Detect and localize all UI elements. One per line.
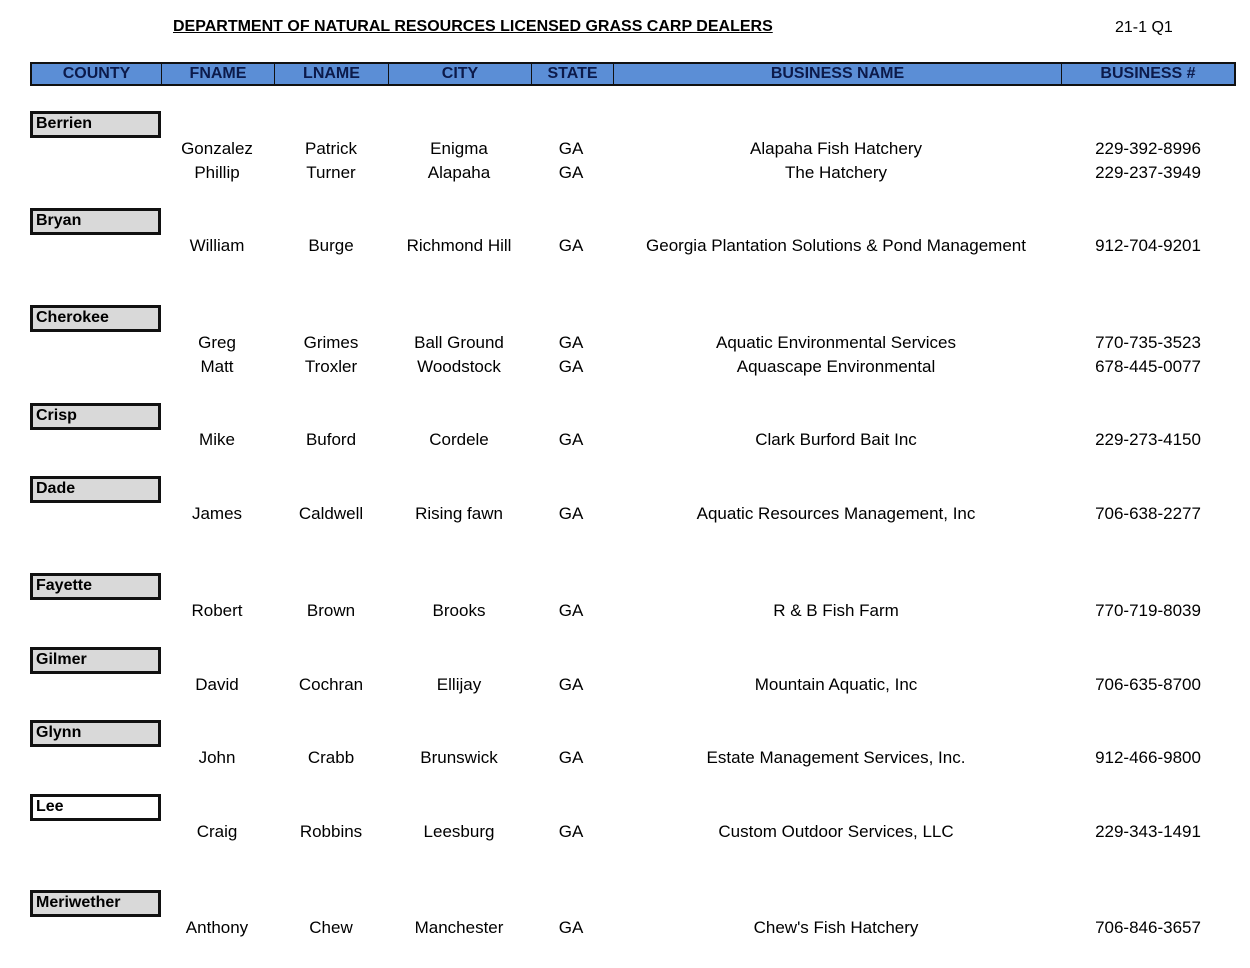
business-number-cell: 678-445-0077 [1095,357,1201,376]
city-cell: Brooks [432,601,486,620]
state-cell: GA [558,357,584,376]
table-row [0,235,1250,257]
table-row [0,821,1250,843]
business-name-cell: The Hatchery [784,163,888,182]
state-cell: GA [558,163,584,182]
state-cell: GA [558,504,584,523]
state-cell: GA [558,430,584,449]
fname-cell: William [189,236,245,255]
lname-cell: Crabb [307,748,355,767]
lname-cell: Caldwell [298,504,364,523]
fname-cell: Gonzalez [181,139,253,158]
business-number-cell: 770-719-8039 [1095,601,1201,620]
city-cell: Richmond Hill [406,236,512,255]
fname-cell: Greg [198,333,236,352]
county-label: Glynn [30,720,161,747]
table-row [0,138,1250,160]
lname-cell: Burge [308,236,354,255]
city-cell: Leesburg [423,822,495,841]
state-cell: GA [558,822,584,841]
table-row [0,162,1250,184]
lname-cell: Buford [305,430,357,449]
lname-cell: Patrick [305,139,357,158]
table-row [0,429,1250,451]
fname-cell: Robert [191,601,243,620]
fname-cell: James [191,504,243,523]
state-cell: GA [558,333,584,352]
county-label: Bryan [30,208,161,235]
city-cell: Ellijay [436,675,482,694]
county-label: Crisp [30,403,161,430]
fname-cell: Craig [196,822,238,841]
city-cell: Cordele [429,430,489,449]
state-cell: GA [558,139,584,158]
county-label: Dade [30,476,161,503]
state-cell: GA [558,601,584,620]
business-name-cell: Alapaha Fish Hatchery [750,139,922,158]
city-cell: Woodstock [417,357,501,376]
header-business-number: BUSINESS # [1100,65,1196,82]
city-cell: Brunswick [420,748,498,767]
header-county: COUNTY [32,64,162,84]
table-header [30,62,1236,86]
business-name-cell: Mountain Aquatic, Inc [754,675,918,694]
business-number-cell: 706-635-8700 [1095,675,1201,694]
table-row [0,503,1250,525]
business-name-cell: Estate Management Services, Inc. [706,748,966,767]
business-number-cell: 770-735-3523 [1095,333,1201,352]
business-number-cell: 229-237-3949 [1095,163,1201,182]
county-label: Cherokee [30,305,161,332]
business-name-cell: Georgia Plantation Solutions & Pond Management [646,236,1026,255]
lname-cell: Robbins [299,822,363,841]
business-number-cell: 912-704-9201 [1095,236,1201,255]
table-row [0,674,1250,696]
business-name-cell: Custom Outdoor Services, LLC [718,822,954,841]
city-cell: Enigma [430,139,488,158]
page-title: DEPARTMENT OF NATURAL RESOURCES LICENSED GRASS CARP DEALERS [173,18,773,35]
state-cell: GA [558,918,584,937]
header-state: STATE [532,64,614,84]
state-cell: GA [558,675,584,694]
city-cell: Alapaha [427,163,491,182]
lname-cell: Turner [306,163,356,182]
fname-cell: Anthony [185,918,249,937]
county-label: Gilmer [30,647,161,674]
county-label: Meriwether [30,890,161,917]
lname-cell: Troxler [304,357,358,376]
table-row [0,356,1250,378]
fname-cell: Phillip [194,163,240,182]
business-name-cell: Aquatic Environmental Services [715,333,957,352]
table-row [0,917,1250,939]
header-city: CITY [389,64,532,84]
city-cell: Rising fawn [415,504,503,523]
header-lname: LNAME [275,64,389,84]
business-number-cell: 229-392-8996 [1095,139,1201,158]
table-row [0,600,1250,622]
county-label: Berrien [30,111,161,138]
business-number-cell: 912-466-9800 [1095,748,1201,767]
document-id: 21-1 Q1 [1115,19,1173,36]
fname-cell: David [195,675,239,694]
county-label: Fayette [30,573,161,600]
city-cell: Ball Ground [414,333,504,352]
business-number-cell: 706-638-2277 [1095,504,1201,523]
business-name-cell: R & B Fish Farm [773,601,899,620]
business-number-cell: 229-343-1491 [1095,822,1201,841]
county-label: Lee [30,794,161,821]
fname-cell: Mike [199,430,235,449]
fname-cell: John [198,748,236,767]
state-cell: GA [558,236,584,255]
city-cell: Manchester [414,918,504,937]
lname-cell: Cochran [298,675,364,694]
business-name-cell: Aquascape Environmental [736,357,936,376]
business-name-cell: Aquatic Resources Management, Inc [696,504,976,523]
business-number-cell: 229-273-4150 [1095,430,1201,449]
table-row [0,747,1250,769]
state-cell: GA [558,748,584,767]
lname-cell: Brown [306,601,356,620]
lname-cell: Chew [309,918,353,937]
business-number-cell: 706-846-3657 [1095,918,1201,937]
header-fname: FNAME [162,64,275,84]
business-name-cell: Clark Burford Bait Inc [755,430,917,449]
header-business-name: BUSINESS NAME [614,64,1062,84]
business-name-cell: Chew's Fish Hatchery [753,918,919,937]
lname-cell: Grimes [303,333,359,352]
fname-cell: Matt [200,357,234,376]
table-row [0,332,1250,354]
